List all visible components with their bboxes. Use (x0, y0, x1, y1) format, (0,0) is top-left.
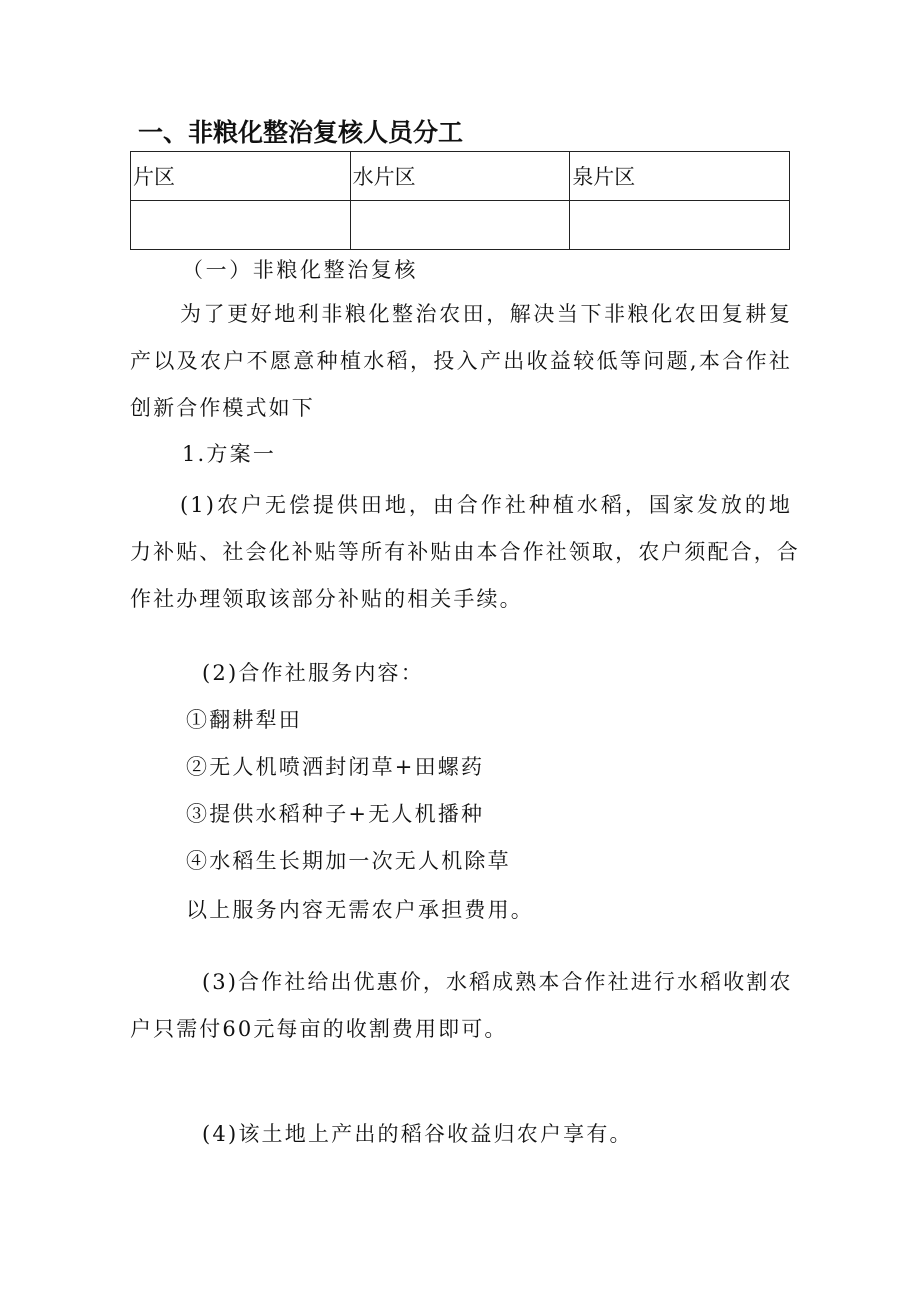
services-note: 以上服务内容无需农户承担费用。 (186, 898, 534, 922)
plan-title: 1.方案一 (182, 442, 277, 466)
service-item: ①翻耕犁田 (186, 708, 302, 732)
table-header-row (131, 152, 790, 201)
service-item: ③提供水稻种子+无人机播种 (186, 802, 485, 826)
item-3-line: 户只需付60元每亩的收割费用即可。 (130, 1017, 508, 1041)
item-4-paragraph: (4)该土地上产出的稻谷收益归农户享有。 (202, 1122, 633, 1146)
intro-line: 为了更好地利非粮化整治农田，解决当下非粮化农田复耕复 (180, 302, 792, 326)
service-item: ②无人机喷洒封闭草+田螺药 (186, 755, 485, 779)
table-cell-empty (131, 201, 351, 250)
intro-line: 产以及农户不愿意种植水稻，投入产出收益较低等问题,本合作社 (130, 349, 792, 373)
intro-paragraph (130, 291, 792, 432)
personnel-table (130, 151, 790, 250)
section-heading: 一、非粮化整治复核人员分工 (138, 118, 464, 147)
subsection-title: （一）非粮化整治复核 (182, 258, 418, 282)
item-3-paragraph (130, 959, 792, 1053)
table-cell-empty (570, 201, 790, 250)
item-1-line: 作社办理领取该部分补贴的相关手续。 (130, 587, 523, 611)
table-cell-spring-district: 泉片区 (570, 152, 790, 201)
item-1-line: 力补贴、社会化补贴等所有补贴由本合作社领取，农户须配合，合 (130, 540, 800, 564)
table-row (131, 201, 790, 250)
item-1-paragraph (130, 482, 800, 623)
intro-line: 创新合作模式如下 (130, 396, 315, 420)
service-item: ④水稻生长期加一次无人机除草 (186, 849, 511, 873)
item-2-title: (2)合作社服务内容： (202, 661, 424, 685)
table-cell-water-district: 水片区 (350, 152, 570, 201)
item-1-line: (1)农户无偿提供田地，由合作社种植水稻，国家发放的地 (180, 493, 792, 517)
item-3-line: (3)合作社给出优惠价，水稻成熟本合作社进行水稻收割农 (202, 970, 793, 994)
table-cell-empty (350, 201, 570, 250)
table-cell-district: 片区 (131, 152, 351, 201)
